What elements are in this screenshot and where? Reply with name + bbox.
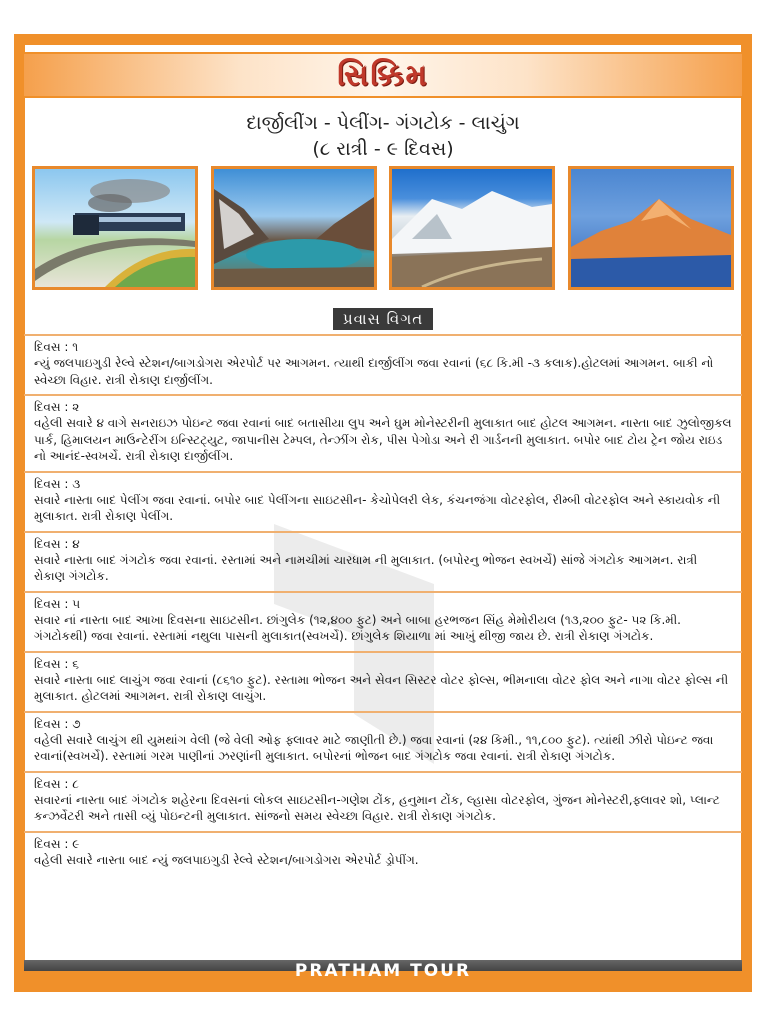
- route-line: દાર્જીલીંગ - પેલીંગ- ગંગટોક - લાચુંગ: [246, 112, 520, 134]
- day-label: દિવસ : ૮: [34, 776, 79, 791]
- day-description: સવારે નાસ્તા બાદ લાચુંગ જવા રવાનાં (૮૬૧૦ ફુટ). રસ્તામા ભોજન અને સેવન સિસ્ટર વોટર ફોલ્સ, ભીમનાલા વોટર ફોલ અને નાગા વોટર ફોલ્સ ની મુલાકાત. હોટલમાં આગમન. રાત્રી રોકાણ લાચુંગ.: [34, 672, 729, 703]
- title-band: [24, 52, 742, 98]
- brand-name: PRATHAM TOUR: [294, 961, 472, 981]
- day-description: વહેલી સવારે ૪ વાગે સનરાઇઝ પોઇન્ટ જવા રવાનાં બાદ બતાસીયા લુપ અને ઘુમ મોનેસ્ટરીની મુલાકાત બાદ હોટલ આગમન. નાસ્તા બાદ ઝુલોજીકલ પાર્ક, હિમાલયન માઉન્ટેરીંગ ઇન્સ્ટિટ્યુટ, જાપાનીસ ટેમ્પલ, તેન્ઝીંગ રોક, પીસ પેગોડા અને રી ગાર્ડનની મુલાકાત. બપોર બાદ ટોય ટ્રેન જોય રાઇડ નો આનંદ-સ્વખર્ચે. રાત્રી રોકાણ દાર્જીલીંગ.: [34, 416, 732, 463]
- day-item: [24, 831, 742, 875]
- day-item: [24, 394, 742, 471]
- day-item: [24, 591, 742, 651]
- day-label: દિવસ : ૧: [34, 340, 79, 354]
- toy-train-photo: [32, 166, 198, 290]
- itinerary-list: [24, 334, 742, 874]
- day-description: ન્યું જલપાઇગુડી રેલ્વે સ્ટેશન/બાગડોગરા એરપોર્ટ પર આગમન. ત્યાથી દાર્જીલીંગ જવા રવાનાં (૬૮ કિ.મી -૩ કલાક).હોટલમાં આગમન. બાકી નો સ્વેચ્છા વિહાર. રાત્રી રોકાણ દાર્જીલીંગ.: [34, 356, 714, 387]
- day-item: [24, 651, 742, 711]
- photo-strip: [32, 166, 734, 290]
- day-description: વહેલી સવારે લાચુંગ થી યુમથાંગ વેલી (જે વેલી ઓફ ફ્લાવર માટે જાણીતી છે.) જવા રવાનાં (૨૪ કિમી., ૧૧,૮૦૦ ફુટ). ત્યાંથી ઝીરો પોઇન્ટ જવા રવાનાં(સ્વખર્ચે). રસ્તામાં ગરમ પાણીનાં ઝરણાંની મુલાકાત. બપોરનાં ભોજન બાદ ગંગટોક જવા રવાનાં. રાત્રી રોકાણ ગંગટોક.: [34, 732, 714, 763]
- day-item: [24, 531, 742, 591]
- snow-mountain-photo: [389, 166, 555, 290]
- day-description: સવારનાં નાસ્તા બાદ ગંગટોક શહેરના દિવસનાં લોકલ સાઇટસીન-ગણેશ ટોંક, હનુમાન ટોંક, લ્હાસા વોટરફોલ, ગુંજન મોનેસ્ટરી,ફ્લાવર શો, પ્લાન્ટ કન્ઝર્વેટરી અને તાસી વ્યું પોઇન્ટની મુલાકાત. સાંજનો સમય સ્વેચ્છા વિહાર. રાત્રી રોકાણ ગંગટોક.: [34, 792, 720, 823]
- itinerary-heading: [24, 308, 742, 330]
- day-description: સવારે નાસ્તા બાદ પેલીંગ જવા રવાનાં. બપોર બાદ પેલીંગના સાઇટસીન- કેચોપેલરી લેક, કંચનજંગા વોટરફોલ, રીમ્બી વોટરફોલ અને સ્કાયવોક ની મુલાકાત. રાત્રી રોકાણ પેલીંગ.: [34, 492, 721, 523]
- day-description: વહેલી સવારે નાસ્તા બાદ ન્યું જલપાઇગુડી રેલ્વે સ્ટેશન/બાગડોગરા એરપોર્ટ ડ્રોપીંગ.: [34, 852, 419, 867]
- day-label: દિવસ : ૯: [34, 836, 80, 851]
- day-description: સવાર નાં નાસ્તા બાદ આખા દિવસના સાઇટસીન. છાંગુલેક (૧૨,૪૦૦ ફુટ) અને બાબા હરભજન સિંહ મેમોરીયલ (૧૩,૨૦૦ ફુટ- ૫૨ કિ.મી. ગંગટોકથી) જવા રવાનાં. રસ્તામાં નથુલા પાસની મુલાકાત(સ્વખર્ચે). છાંગુલેક શિયાળા માં આખું થીજી જાય છે. રાત્રી રોકાણ ગંગટોક.: [34, 612, 681, 643]
- day-item: [24, 334, 742, 394]
- itinerary-title: પ્રવાસ વિગત: [333, 308, 433, 330]
- day-item: [24, 711, 742, 771]
- page-frame: [14, 34, 752, 992]
- footer-band: [24, 960, 742, 982]
- lake-photo: [211, 166, 377, 290]
- day-label: દિવસ : ૨: [34, 400, 80, 414]
- day-item: [24, 471, 742, 531]
- day-label: દિવસ : ૭: [34, 716, 81, 731]
- page-title: સિક્કિમ: [337, 57, 429, 93]
- route-heading: [24, 110, 742, 162]
- day-label: દિવસ : ૬: [34, 656, 80, 671]
- duration-line: (૮ રાત્રી - ૯ દિવસ): [312, 138, 454, 160]
- day-label: દિવસ : ૫: [34, 596, 81, 611]
- day-item: [24, 771, 742, 831]
- day-label: દિવસ : ૪: [34, 536, 80, 551]
- day-label: દિવસ : ૩: [34, 476, 81, 491]
- sunlit-peak-photo: [568, 166, 734, 290]
- day-description: સવારે નાસ્તા બાદ ગંગટોક જવા રવાનાં. રસ્તામાં અને નામચીમાં ચારધામ ની મુલાકાત. (બપોરનુ ભોજન સ્વખર્ચે) સાંજે ગંગટોક આગમન. રાત્રી રોકાણ ગંગટોક.: [34, 552, 698, 583]
